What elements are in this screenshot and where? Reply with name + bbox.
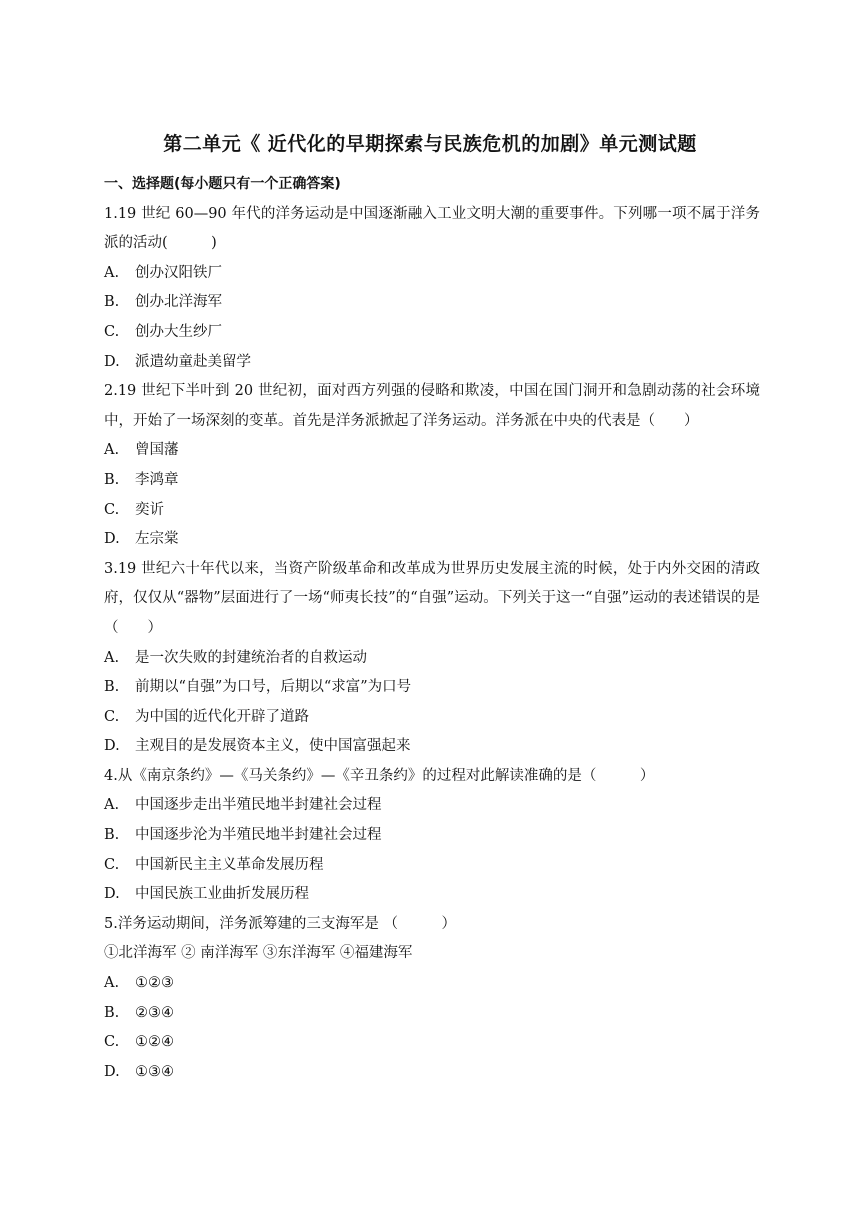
question-5 (104, 910, 760, 1088)
option-letter: C. (104, 856, 120, 873)
option-letter: D. (104, 1063, 120, 1080)
option-text: 创办北洋海军 (135, 294, 222, 311)
option-a (104, 791, 760, 821)
page-title: 第二单元《 近代化的早期探索与民族危机的加剧》单元测试题 (163, 133, 697, 155)
option-text: 中国逐步走出半殖民地半封建社会过程 (135, 797, 382, 814)
option-a (104, 969, 760, 999)
option-text: 是一次失败的封建统治者的自救运动 (135, 649, 367, 666)
option-letter: C. (104, 1034, 120, 1051)
question-text: 3.19 世纪六十年代以来，当资产阶级革命和改革成为世界历史发展主流的时候，处于内外交困的清政府，仅仅从“器物”层面进行了一场“师夷长技”的“自强”运动。下列关于这一“自强”运动的表述错误的是（ ） (104, 560, 760, 636)
option-text: ①②④ (135, 1034, 174, 1051)
option-letter: A. (104, 442, 120, 459)
option-letter: C. (104, 323, 120, 340)
question-4 (104, 762, 760, 910)
option-text: ①②③ (135, 975, 174, 992)
option-text: ①③④ (135, 1063, 174, 1080)
option-a (104, 436, 760, 466)
question-text: 1.19 世纪 60—90 年代的洋务运动是中国逐渐融入工业文明大潮的重要事件。下列哪一项不属于洋务派的活动( ) (104, 205, 760, 252)
option-a (104, 259, 760, 289)
option-c (104, 496, 760, 526)
option-text: 主观目的是发展资本主义，使中国富强起来 (135, 738, 411, 755)
question-2 (104, 377, 760, 555)
question-text: 4.从《南京条约》—《马关条约》—《辛丑条约》的过程对此解读准确的是（ ） (104, 767, 655, 784)
option-d (104, 525, 760, 555)
option-c (104, 318, 760, 348)
option-d (104, 880, 760, 910)
option-b (104, 821, 760, 851)
option-b (104, 999, 760, 1029)
option-text: 奕䜣 (135, 501, 164, 518)
question-1 (104, 200, 760, 378)
option-d (104, 732, 760, 762)
option-d (104, 1058, 760, 1088)
section-heading: 一、选择题(每小题只有一个正确答案) (104, 176, 341, 192)
question-text: 2.19 世纪下半叶到 20 世纪初，面对西方列强的侵略和欺凌，中国在国门洞开和急剧动荡的社会环境中，开始了一场深刻的变革。首先是洋务派掀起了洋务运动。洋务派在中央的代表是（ ） (104, 383, 760, 429)
option-letter: D. (104, 738, 120, 755)
option-letter: D. (104, 353, 120, 370)
option-letter: B. (104, 827, 120, 844)
option-letter: A. (104, 264, 120, 281)
option-b (104, 673, 760, 703)
option-text: 中国民族工业曲折发展历程 (135, 886, 309, 903)
option-letter: B. (104, 1004, 120, 1021)
option-text: 中国新民主主义革命发展历程 (135, 856, 324, 873)
option-a (104, 644, 760, 674)
option-letter: C. (104, 501, 120, 518)
option-letter: A. (104, 975, 120, 992)
option-c (104, 851, 760, 881)
option-text: 左宗棠 (135, 531, 179, 548)
option-letter: B. (104, 471, 120, 488)
option-b (104, 466, 760, 496)
document-body (104, 170, 760, 1087)
question-choices-note: ①北洋海军 ② 南洋海军 ③东洋海军 ④福建海军 (104, 945, 413, 962)
question-text: 5.洋务运动期间，洋务派筹建的三支海军是 （ ） (104, 915, 456, 932)
option-letter: D. (104, 886, 120, 903)
option-text: 为中国的近代化开辟了道路 (135, 708, 309, 725)
option-c (104, 1028, 760, 1058)
option-text: 创办大生纱厂 (135, 323, 222, 340)
option-letter: B. (104, 679, 120, 696)
option-letter: A. (104, 649, 120, 666)
option-text: 创办汉阳铁厂 (135, 264, 222, 281)
option-letter: A. (104, 797, 120, 814)
option-letter: C. (104, 708, 120, 725)
option-text: 曾国藩 (135, 442, 179, 459)
option-text: 前期以“自强”为口号，后期以“求富”为口号 (135, 679, 412, 696)
option-d (104, 348, 760, 378)
question-3 (104, 555, 760, 762)
option-letter: D. (104, 531, 120, 548)
option-text: 李鸿章 (135, 471, 179, 488)
option-letter: B. (104, 294, 120, 311)
option-text: 派遣幼童赴美留学 (135, 353, 251, 370)
option-text: ②③④ (135, 1004, 174, 1021)
option-b (104, 288, 760, 318)
option-c (104, 703, 760, 733)
option-text: 中国逐步沦为半殖民地半封建社会过程 (135, 827, 382, 844)
